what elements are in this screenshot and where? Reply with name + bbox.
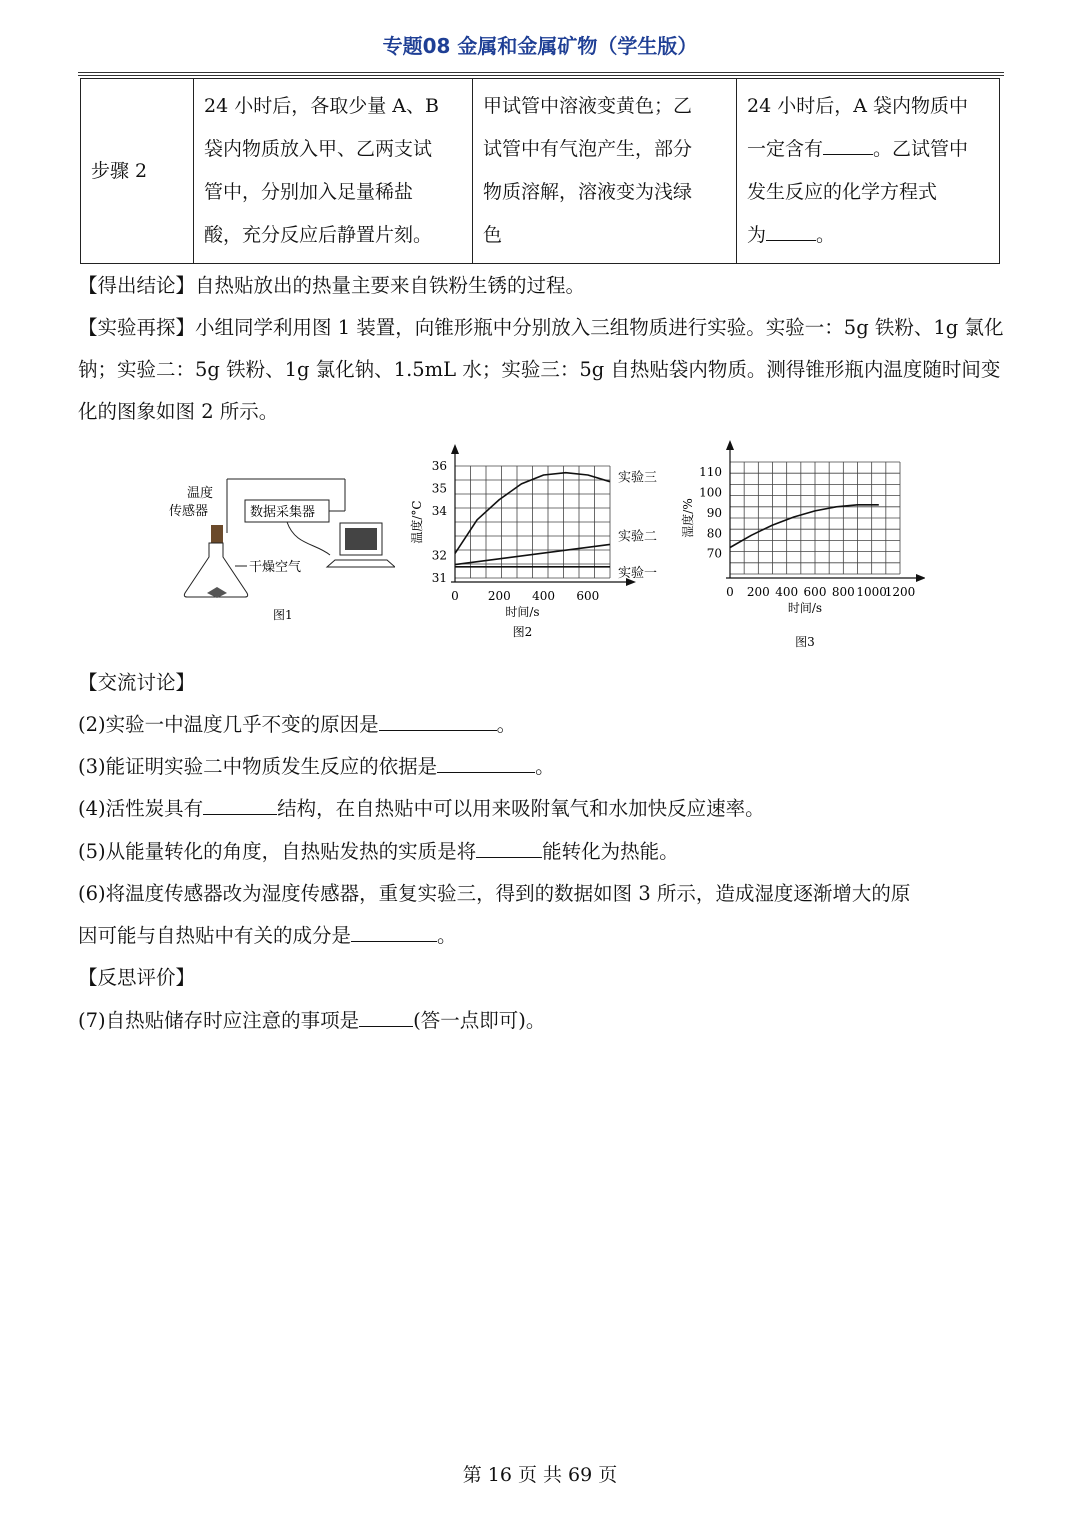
answer-blank[interactable] xyxy=(351,923,437,942)
figure-1-apparatus xyxy=(155,465,395,630)
answer-blank[interactable] xyxy=(203,796,277,815)
x-tick-label: 600 xyxy=(576,589,600,603)
question-3 xyxy=(78,751,555,779)
discussion-heading: 【交流讨论】 xyxy=(78,671,196,694)
header-rule-double xyxy=(78,75,1004,76)
answer-blank[interactable] xyxy=(766,222,816,241)
question-text: 因可能与自热贴中有关的成分是 xyxy=(78,924,352,947)
question-text: 能转化为热能。 xyxy=(542,840,679,863)
question-5 xyxy=(78,836,679,864)
computer-cable xyxy=(287,522,330,555)
phenomenon-line: 甲试管中溶液变黄色；乙 xyxy=(483,95,693,117)
conclusion-line: 24 小时后，A 袋内物质中 xyxy=(747,95,968,117)
phenomenon-cell xyxy=(473,79,737,264)
x-tick-label: 200 xyxy=(487,589,511,603)
y-tick-label: 32 xyxy=(431,548,447,563)
x-axis-label: 时间/s xyxy=(505,605,540,619)
computer-screen-icon xyxy=(345,528,377,550)
operation-line: 管中，分别加入足量稀盐 xyxy=(204,181,414,203)
figure-caption: 图3 xyxy=(795,635,815,649)
collector-label: 数据采集器 xyxy=(250,505,316,520)
x-tick-label: 400 xyxy=(532,589,556,603)
operation-cell xyxy=(194,79,473,264)
question-6-line2 xyxy=(78,920,457,948)
question-text: (3)能证明实验二中物质发生反应的依据是 xyxy=(78,755,438,778)
y-tick-label: 110 xyxy=(699,465,722,480)
conclusion-text: 。 xyxy=(816,224,836,246)
header-rule xyxy=(78,72,1004,73)
page-footer: 第 16 页 共 69 页 xyxy=(462,1464,618,1486)
question-4 xyxy=(78,793,765,821)
x-tick-label: 600 xyxy=(803,585,827,599)
y-axis-arrow-icon xyxy=(451,444,459,454)
question-2 xyxy=(78,709,516,737)
question-text: 。 xyxy=(535,755,555,778)
figure-3-chart xyxy=(680,440,925,652)
conclusion-text: 为 xyxy=(747,224,767,246)
question-text: (答一点即可)。 xyxy=(413,1009,546,1032)
x-axis-arrow-icon xyxy=(916,574,925,582)
operation-line: 24 小时后，各取少量 A、B xyxy=(204,95,439,117)
table-row xyxy=(81,79,1000,264)
series-label: 实验一 xyxy=(618,565,658,581)
question-text: (4)活性炭具有 xyxy=(78,797,204,820)
phenomenon-line: 物质溶解，溶液变为浅绿 xyxy=(483,181,693,203)
answer-blank[interactable] xyxy=(476,839,542,858)
y-tick-label: 36 xyxy=(431,459,447,473)
x-tick-label: 400 xyxy=(775,585,799,599)
y-tick-label: 80 xyxy=(706,526,722,541)
y-axis-label: 温度/°C xyxy=(410,500,424,544)
page-header-title: 专题08 金属和金属矿物（学生版） xyxy=(382,34,698,58)
x-axis-label: 时间/s xyxy=(787,601,823,615)
reflect-heading: 【反思评价】 xyxy=(78,966,196,989)
computer-keyboard-icon xyxy=(327,560,395,567)
figure-2-chart xyxy=(405,440,685,645)
y-tick-label: 100 xyxy=(699,485,722,500)
operation-line: 袋内物质放入甲、乙两支试 xyxy=(204,138,433,160)
conclusion-cell xyxy=(737,79,1000,264)
x-tick-label: 0 xyxy=(726,585,734,599)
y-axis-arrow-icon xyxy=(726,440,734,450)
stopper-icon xyxy=(211,525,223,543)
air-label: 干燥空气 xyxy=(249,560,302,575)
conclusion-line: 发生反应的化学方程式 xyxy=(747,181,938,203)
phenomenon-line: 试管中有气泡产生，部分 xyxy=(483,138,693,160)
conclusion-line xyxy=(747,214,989,257)
answer-blank[interactable] xyxy=(823,136,873,155)
phenomenon-line: 色 xyxy=(483,224,503,246)
question-6-line1: (6)将温度传感器改为湿度传感器，重复实验三，得到的数据如图 3 所示，造成湿度逐渐增大的原 xyxy=(78,882,911,905)
x-tick-label: 1000 xyxy=(856,585,887,599)
x-tick-label: 200 xyxy=(746,585,770,599)
question-text: (5)从能量转化的角度，自热贴发热的实质是将 xyxy=(78,840,477,863)
x-tick-label: 0 xyxy=(451,589,459,603)
question-text: (7)自热贴储存时应注意的事项是 xyxy=(78,1009,360,1032)
y-tick-label: 35 xyxy=(431,481,447,496)
conclusion-text: 一定含有 xyxy=(747,138,824,160)
series-label: 实验二 xyxy=(618,529,658,545)
question-text: (2)实验一中温度几乎不变的原因是 xyxy=(78,713,379,736)
explore-paragraph: 【实验再探】小组同学利用图 1 装置，向锥形瓶中分别放入三组物质进行实验。实验一：5g 铁粉、1g 氯化钠；实验二：5g 铁粉、1g 氯化钠、1.5mL 水；实验三：5g 自热贴袋内物质。测得锥形瓶内温度随时间变化的图象如图 2 所示。 xyxy=(78,316,1004,423)
question-7 xyxy=(78,1005,545,1033)
answer-blank[interactable] xyxy=(437,754,535,773)
answer-blank[interactable] xyxy=(379,712,497,731)
answer-blank[interactable] xyxy=(359,1008,413,1027)
series-label: 实验三 xyxy=(618,470,658,486)
question-text: 。 xyxy=(496,713,517,736)
conclusion-line xyxy=(747,128,989,171)
x-tick-label: 1200 xyxy=(884,585,916,599)
question-text: 结构，在自热贴中可以用来吸附氧气和水加快反应速率。 xyxy=(277,797,765,820)
sensor-label: 温度 xyxy=(187,486,214,501)
y-tick-label: 34 xyxy=(431,503,447,518)
x-tick-label: 800 xyxy=(831,585,855,599)
y-tick-label: 90 xyxy=(706,505,722,520)
step-table xyxy=(80,78,1000,264)
figure-1-caption: 图1 xyxy=(273,608,293,622)
sensor-label: 传感器 xyxy=(169,504,209,519)
step-label: 步骤 2 xyxy=(81,79,194,264)
y-tick-label: 70 xyxy=(706,546,722,561)
series-line xyxy=(730,505,879,548)
y-axis-label: 湿度/% xyxy=(681,498,695,538)
operation-line: 酸，充分反应后静置片刻。 xyxy=(204,224,433,246)
conclusion-paragraph: 【得出结论】自热贴放出的热量主要来自铁粉生锈的过程。 xyxy=(78,274,586,297)
conclusion-text: 。乙试管中 xyxy=(873,138,969,160)
y-tick-label: 31 xyxy=(431,571,447,585)
figure-caption: 图2 xyxy=(512,625,533,639)
question-text: 。 xyxy=(437,924,457,947)
